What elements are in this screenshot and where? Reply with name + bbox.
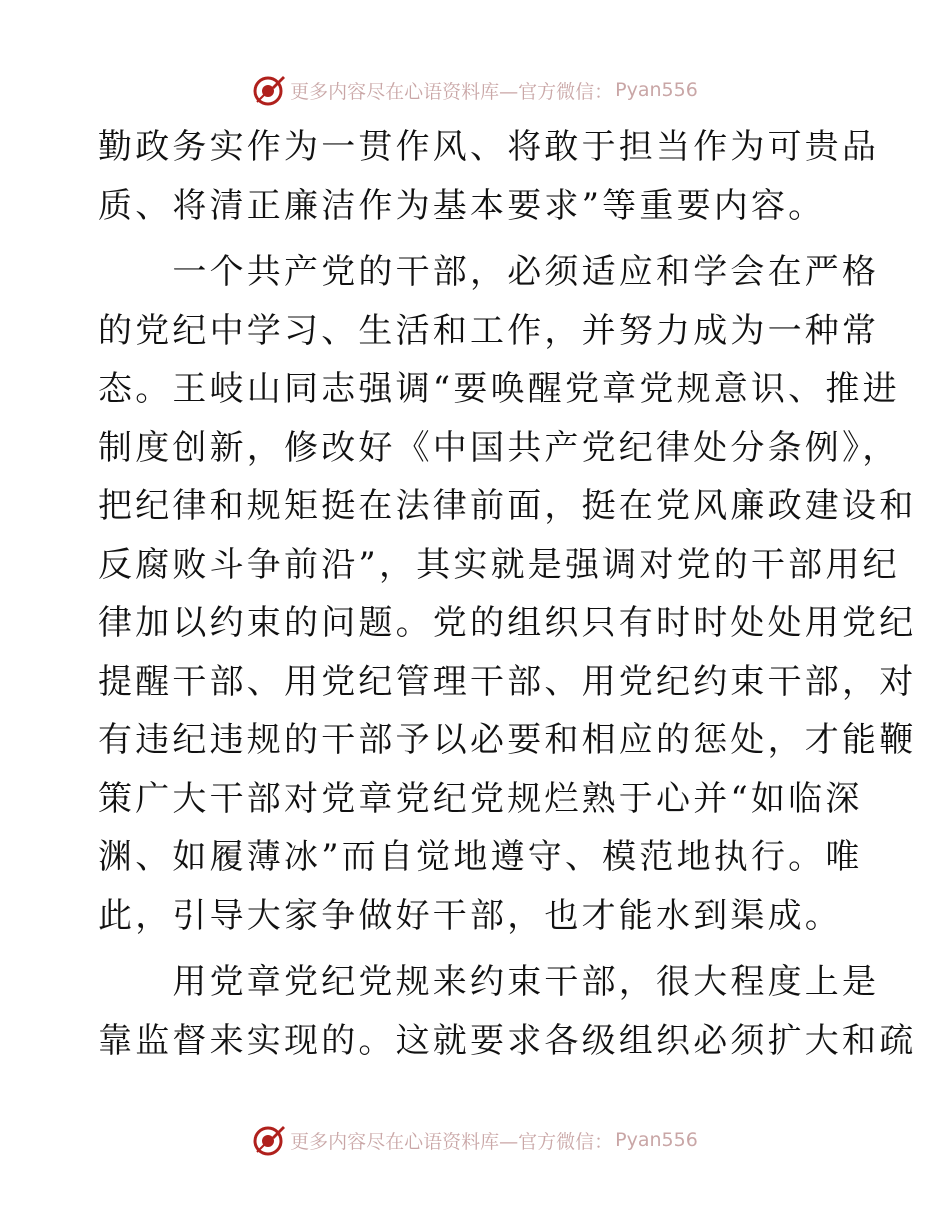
text-line: 渊、如履薄冰”而自觉地遵守、模范地执行。唯 (98, 837, 863, 877)
text-line: 有违纪违规的干部予以必要和相应的惩处，才能鞭 (98, 720, 917, 760)
text-line: 勤政务实作为一贯作风、将敢于担当作为可贵品 (98, 127, 880, 167)
wechat-id: Pyan556 (615, 1129, 698, 1151)
paragraph-3 (98, 953, 917, 1070)
red-pen-circle-logo-icon (252, 73, 286, 107)
banner-text: 更多内容尽在心语资料库—官方微信： (290, 1130, 614, 1153)
header-banner (0, 70, 950, 110)
paragraph-1 (98, 118, 880, 235)
text-line: 反腐败斗争前沿”，其实就是强调对党的干部用纪 (98, 544, 900, 585)
text-line: 律加以约束的问题。党的组织只有时时处处用党纪 (98, 603, 917, 643)
text-line: 此，引导大家争做好干部，也才能水到渠成。 (98, 895, 842, 936)
wechat-id: Pyan556 (615, 79, 698, 101)
text-line: 态。王岐山同志强调“要唤醒党章党规意识、推进 (98, 369, 900, 409)
banner-text: 更多内容尽在心语资料库—官方微信： (290, 80, 614, 103)
text-line: 制度创新，修改好《中国共产党纪律处分条例》， (98, 427, 900, 468)
paragraph-2 (98, 243, 917, 945)
text-line: 的党纪中学习、生活和工作，并努力成为一种常 (98, 310, 880, 351)
text-line: 靠监督来实现的。这就要求各级组织必须扩大和疏 (98, 1020, 917, 1061)
red-pen-circle-logo-icon (252, 1123, 286, 1157)
document-body (98, 118, 917, 1070)
text-line: 质、将清正廉洁作为基本要求”等重要内容。 (98, 185, 826, 226)
text-line: 一个共产党的干部，必须适应和学会在严格 (98, 252, 880, 292)
text-line: 策广大干部对党章党纪党规烂熟于心并“如临深 (98, 778, 863, 819)
text-line: 把纪律和规矩挺在法律前面，挺在党风廉政建设和 (98, 486, 917, 526)
footer-banner (0, 1120, 950, 1160)
text-line: 提醒干部、用党纪管理干部、用党纪约束干部，对 (98, 661, 917, 702)
text-line: 用党章党纪党规来约束干部，很大程度上是 (98, 962, 880, 1002)
